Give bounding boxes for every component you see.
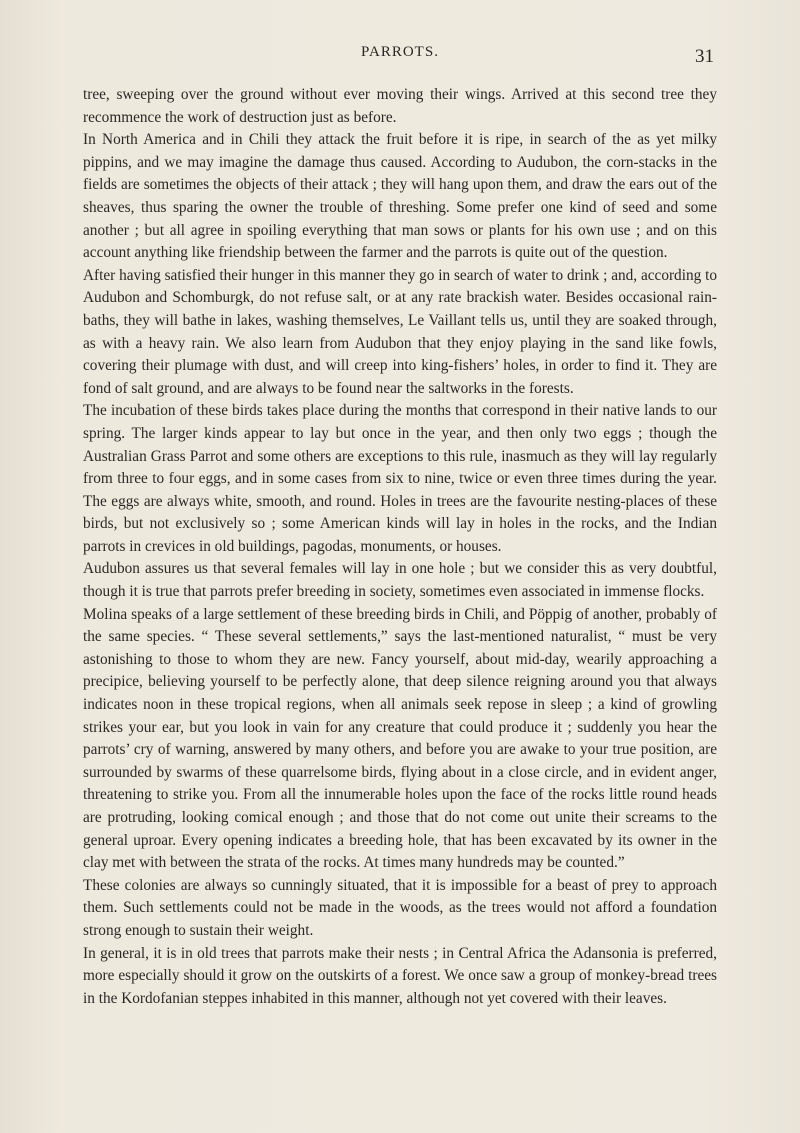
paragraph-5: Audubon assures us that several females will lay in one hole ; but we consider this as very doubtful, though it is true that parrots prefer breeding in society, sometimes even associated in immense flocks. — [83, 560, 717, 601]
body-text — [83, 84, 717, 1010]
paragraph-3: After having satisfied their hunger in this manner they go in search of water to drink ; and, according to Audubon and Schomburgk, do not refuse salt, or at any rate brackish water. Besides occasional rain-baths, they will bathe in lakes, washing themselves, Le Vaillant tells us, until they are soaked through, as with a heavy rain. We also learn from Audubon that they enjoy playing in the sand like fowls, covering their plumage with dust, and will creep into king-fishers’ holes, in order to find it. They are fond of salt ground, and are always to be found near the saltworks in the forests. — [83, 266, 717, 397]
paragraph-1: tree, sweeping over the ground without ever moving their wings. Arrived at this second tree they recommence the work of destruction just as before. — [83, 86, 717, 126]
paragraph-7: These colonies are always so cunningly situated, that it is impossible for a beast of prey to approach them. Such settlements could not be made in the woods, as the trees would not afford a foundation strong enough to sustain their weight. — [83, 876, 717, 939]
paragraph-2: In North America and in Chili they attack the fruit before it is ripe, in search of the as yet milky pippins, and we may imagine the damage thus caused. According to Audubon, the corn-stacks in the fields are sometimes the objects of their attack ; they will hang upon them, and draw the ears out of the sheaves, thus sparing the owner the trouble of threshing. Some prefer one kind of seed and some another ; but all agree in spoiling everything that man sows or plants for his own use ; and on this account anything like friendship between the farmer and the parrots is quite out of the question. — [83, 131, 717, 262]
paragraph-8: In general, it is in old trees that parrots make their nests ; in Central Africa the Adansonia is preferred, more especially should it grow on the outskirts of a forest. We once saw a group of monkey-bread trees in the Kordofanian steppes inhabited in this manner, although not yet covered with their leaves. — [83, 944, 717, 1007]
running-title: PARROTS. — [361, 44, 439, 60]
paragraph-6: Molina speaks of a large settlement of these breeding birds in Chili, and Pöppig of another, probably of the same species. “ These several settlements,” says the last-mentioned naturalist, “ must be very astonishing to those to whom they are new. Fancy yourself, about mid-day, wearily approaching a precipice, believing yourself to be perfectly alone, that deep silence reigning around you that always indicates noon in these tropical regions, when all animals seek repose in sleep ; a kind of growling strikes your ear, but you look in vain for any creature that could produce it ; suddenly you hear the parrots’ cry of warning, answered by many others, and before you are awake to your true position, are surrounded by swarms of these quarrelsome birds, flying about in a close circle, and in evident anger, threatening to strike you. From all the innumerable holes upon the face of the rocks little round heads are protruding, looking comical enough ; and those that do not come out unite their screams to the general uproar. Every opening indicates a breeding hole, that has been excavated by its owner in the clay met with between the strata of the rocks. At times many hundreds may be counted.” — [83, 605, 717, 872]
page-number: 31 — [695, 46, 714, 67]
paragraph-4: The incubation of these birds takes place during the months that correspond in their native lands to our spring. The larger kinds appear to lay but once in the year, and then only two eggs ; though the Australian Grass Parrot and some others are exceptions to this rule, inasmuch as they will lay regularly from three to four eggs, and in some cases from six to nine, twice or even three times during the year. The eggs are always white, smooth, and round. Holes in trees are the favourite nesting-places of these birds, but not exclusively so ; some American kinds will lay in holes in the rocks, and the Indian parrots in crevices in old buildings, pagodas, monuments, or houses. — [83, 402, 717, 555]
